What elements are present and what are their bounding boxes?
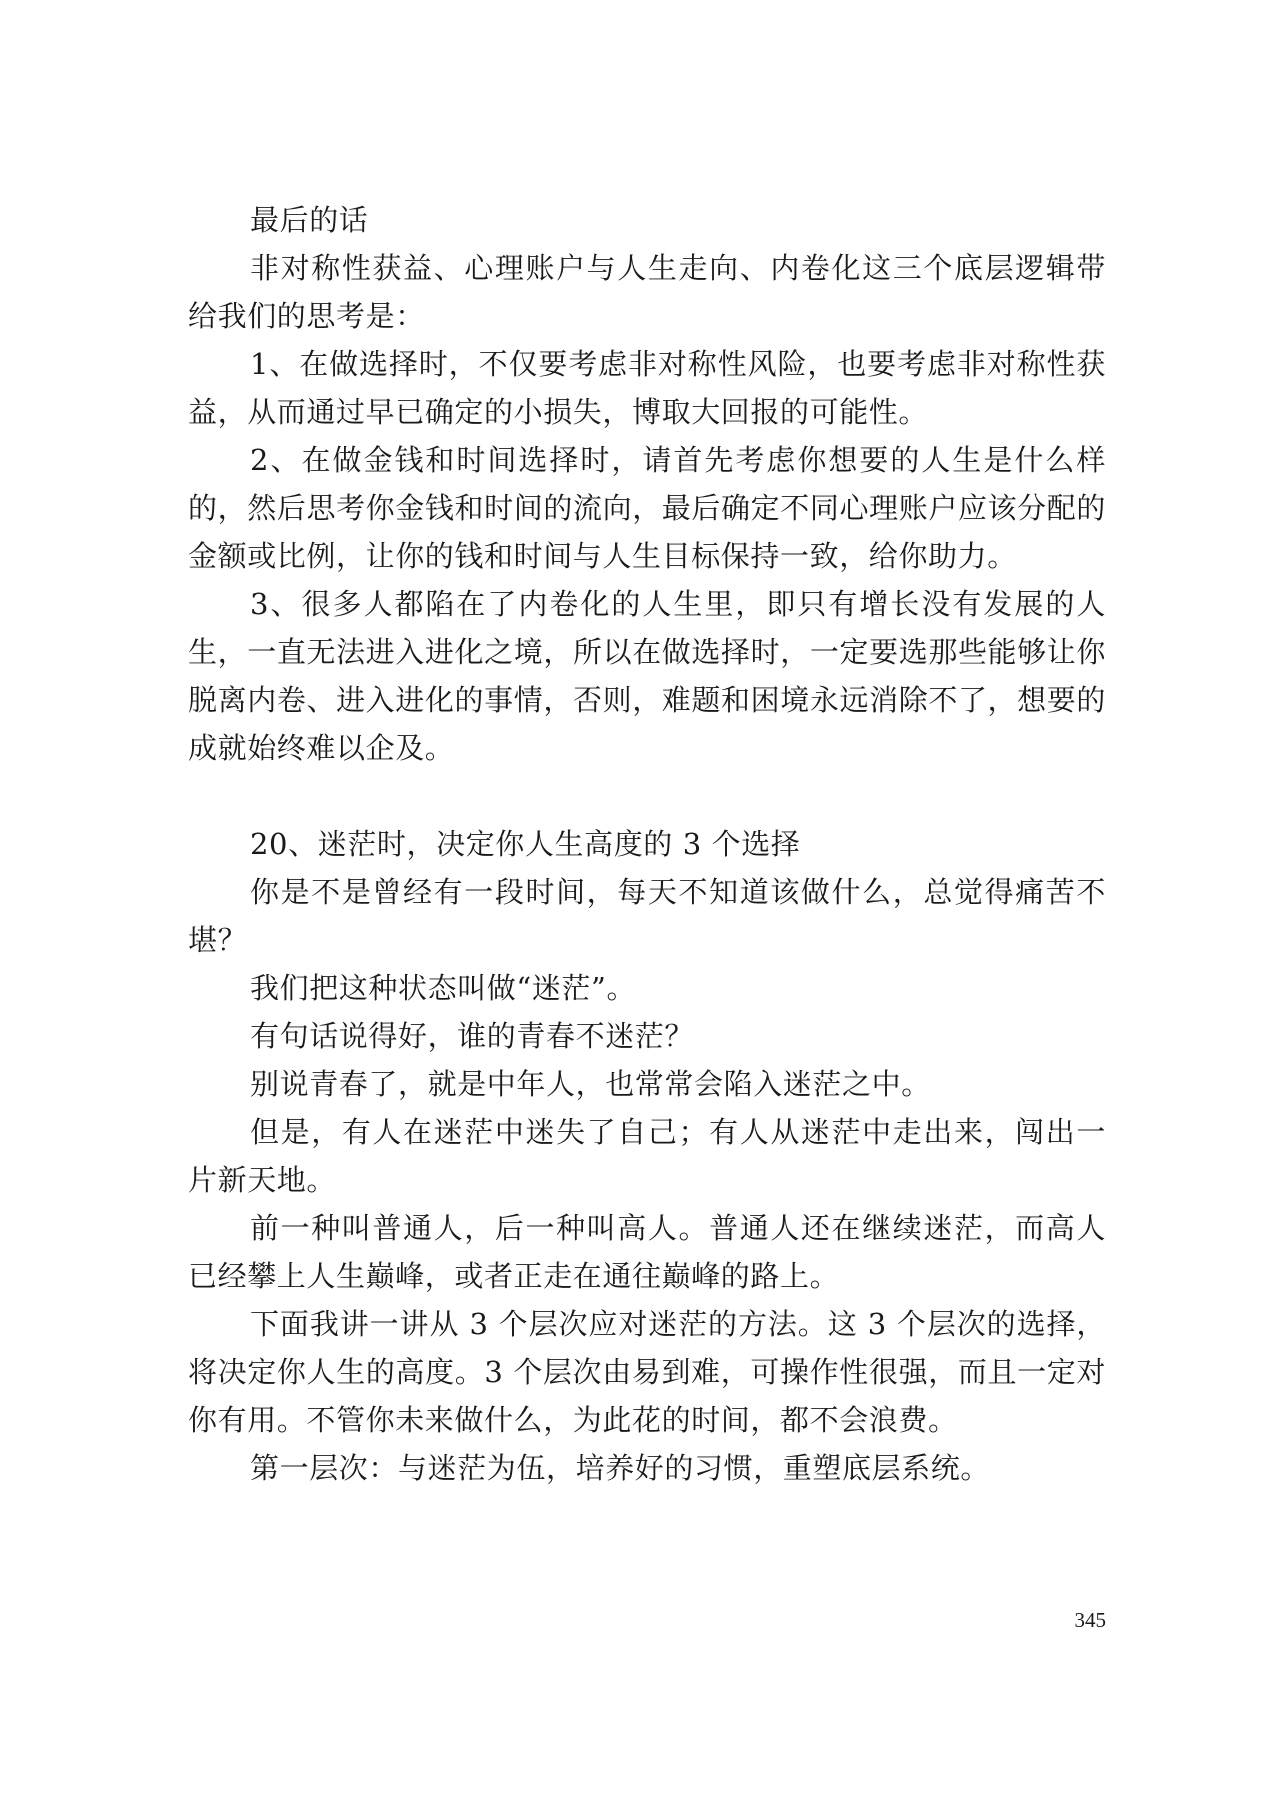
page-number: 345 <box>1074 1608 1106 1632</box>
paragraph: 别说青春了，就是中年人，也常常会陷入迷茫之中。 <box>250 1067 931 1101</box>
paragraph: 下面我讲一讲从 3 个层次应对迷茫的方法。这 3 个层次的选择，将决定你人生的高度。3 个层次由易到难，可操作性很强，而且一定对你有用。不管你未来做什么，为此花的时间，都不会浪费。 <box>188 1307 1106 1437</box>
paragraph: 有句话说得好，谁的青春不迷茫？ <box>250 1019 695 1053</box>
paragraph: 1、在做选择时，不仅要考虑非对称性风险，也要考虑非对称性获益，从而通过早已确定的小损失，博取大回报的可能性。 <box>188 347 1106 429</box>
page-content <box>188 196 1106 1492</box>
paragraph: 第一层次：与迷茫为伍，培养好的习惯，重塑底层系统。 <box>250 1451 991 1485</box>
section-heading-last-words: 最后的话 <box>250 203 369 237</box>
section-heading-chapter-20: 20、迷茫时，决定你人生高度的 3 个选择 <box>250 827 801 861</box>
paragraph: 2、在做金钱和时间选择时，请首先考虑你想要的人生是什么样的，然后思考你金钱和时间的流向，最后确定不同心理账户应该分配的金额或比例，让你的钱和时间与人生目标保持一致，给你助力。 <box>188 443 1106 573</box>
section-gap <box>188 772 1106 820</box>
paragraph: 非对称性获益、心理账户与人生走向、内卷化这三个底层逻辑带给我们的思考是： <box>188 251 1106 333</box>
paragraph: 我们把这种状态叫做“迷茫”。 <box>250 971 637 1005</box>
paragraph: 3、很多人都陷在了内卷化的人生里，即只有增长没有发展的人生，一直无法进入进化之境，所以在做选择时，一定要选那些能够让你脱离内卷、进入进化的事情，否则，难题和困境永远消除不了，想要的成就始终难以企及。 <box>188 587 1106 765</box>
paragraph: 你是不是曾经有一段时间，每天不知道该做什么，总觉得痛苦不堪？ <box>188 875 1106 957</box>
paragraph: 但是，有人在迷茫中迷失了自己；有人从迷茫中走出来，闯出一片新天地。 <box>188 1115 1106 1197</box>
paragraph: 前一种叫普通人，后一种叫高人。普通人还在继续迷茫，而高人已经攀上人生巅峰，或者正走在通往巅峰的路上。 <box>188 1211 1106 1293</box>
